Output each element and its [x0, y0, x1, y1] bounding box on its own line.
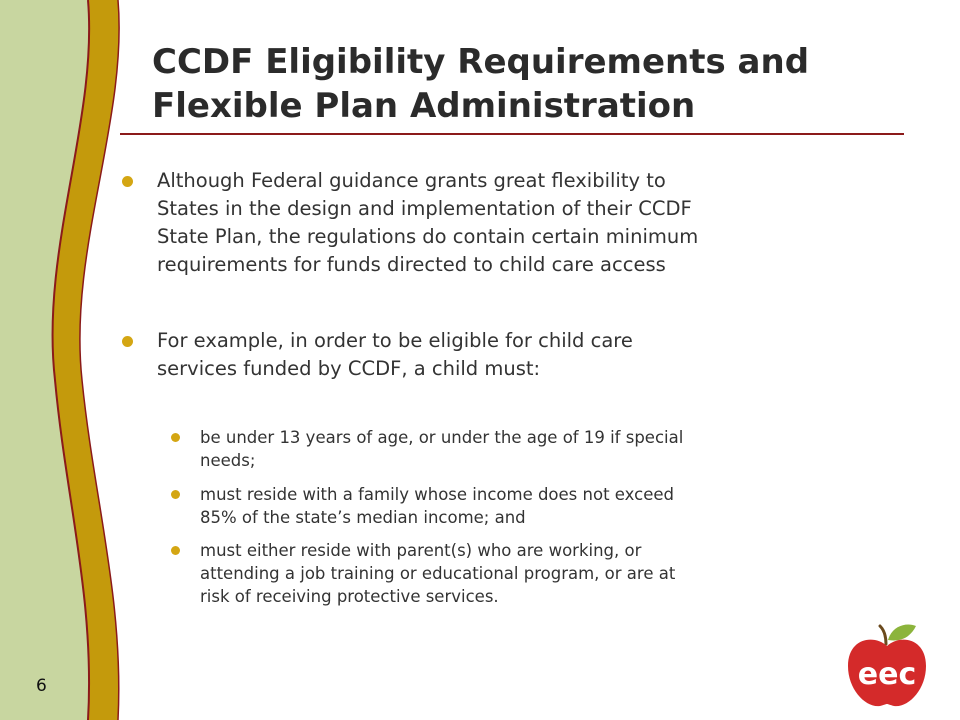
- bullet-line: requirements for funds directed to child care access: [157, 253, 666, 276]
- apple-leaf-icon: [888, 625, 916, 641]
- bullet-line: attending a job training or educational program, or are at: [200, 564, 676, 583]
- bullet-line: Although Federal guidance grants great flexibility to: [157, 169, 666, 192]
- bullet-line: risk of receiving protective services.: [200, 587, 499, 606]
- sub-bullet-dot: [171, 490, 180, 499]
- sub-bullet-age: [200, 426, 860, 472]
- bullet-dot: [122, 336, 133, 347]
- sub-bullet-dot: [171, 546, 180, 555]
- apple-stem-icon: [880, 626, 886, 644]
- page-number: 6: [36, 676, 47, 696]
- sub-bullet-income: [200, 483, 860, 529]
- bullet-line: services funded by CCDF, a child must:: [157, 357, 541, 380]
- bullet-line: State Plan, the regulations do contain certain minimum: [157, 225, 699, 248]
- eec-apple-logo: [844, 620, 930, 710]
- bullet-dot: [122, 176, 133, 187]
- bullet-line: must either reside with parent(s) who are working, or: [200, 541, 642, 560]
- sub-bullet-parents: [200, 539, 860, 608]
- title-line-1: CCDF Eligibility Requirements and: [152, 42, 810, 82]
- logo-text: eec: [857, 657, 917, 692]
- bullet-line: be under 13 years of age, or under the age of 19 if special: [200, 428, 684, 447]
- bullet-federal-guidance: [157, 167, 877, 279]
- slide-title: [152, 40, 912, 128]
- bullet-line: For example, in order to be eligible for child care: [157, 329, 633, 352]
- bullet-line: must reside with a family whose income does not exceed: [200, 485, 674, 504]
- title-underline: [120, 133, 904, 135]
- sub-bullet-dot: [171, 433, 180, 442]
- title-line-2: Flexible Plan Administration: [152, 86, 696, 126]
- side-decoration: [0, 0, 140, 720]
- bullet-line: needs;: [200, 451, 256, 470]
- bullet-line: States in the design and implementation of their CCDF: [157, 197, 692, 220]
- bullet-eligibility-example: [157, 327, 877, 383]
- bullet-line: 85% of the state’s median income; and: [200, 508, 526, 527]
